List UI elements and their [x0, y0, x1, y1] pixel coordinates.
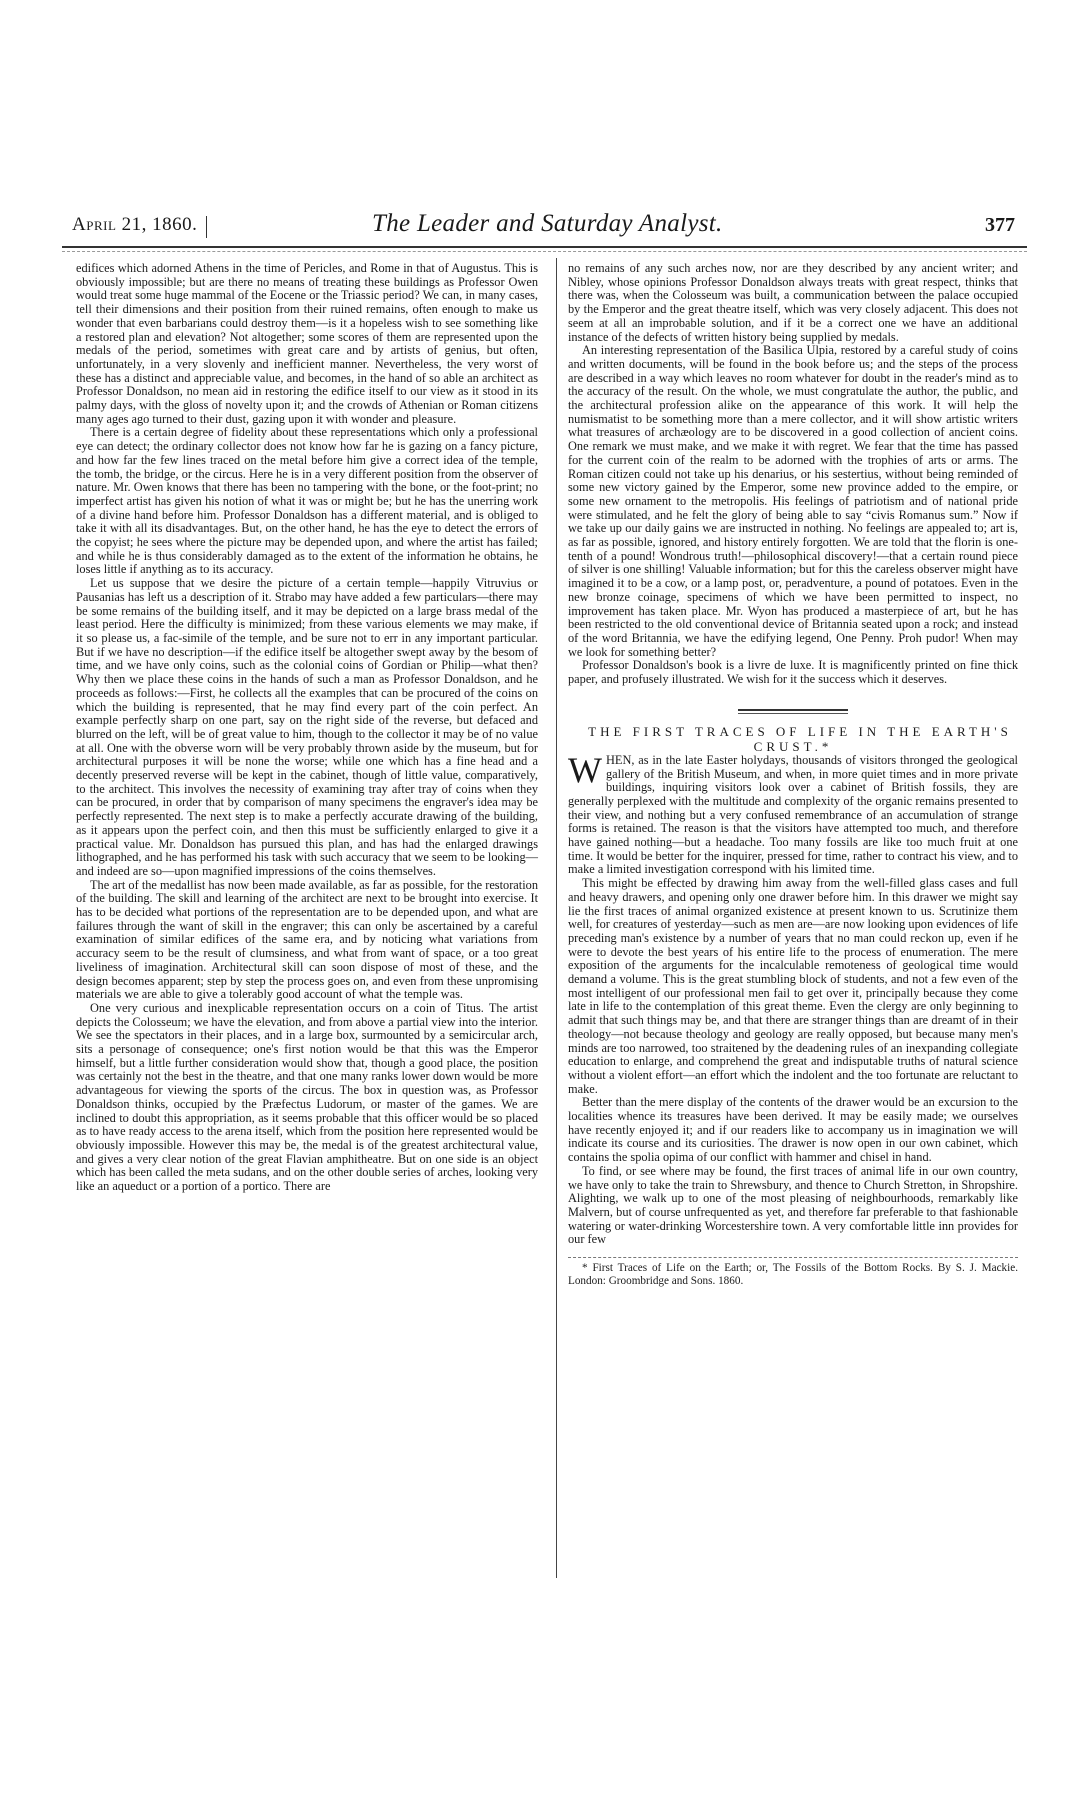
- left-column: [76, 262, 538, 1194]
- page-header: [62, 210, 1027, 246]
- publication-title: The Leader and Saturday Analyst.: [372, 210, 723, 237]
- issue-date: April 21, 1860.: [72, 214, 198, 235]
- date-separator: [206, 216, 207, 238]
- paragraph: One very curious and inexplicable representation occurs on a coin of Titus. The artist depicts the Colosseum; we have the elevation, and from above a partial view into the interior. We see the spectators in their places, and in a large box, surmounted by a semicircular arch, sits a personage of consequence; one's first notion would be that this was the Emperor himself, but a little further consideration would show that, though a good place, the position was certainly not the best in the theatre, and that one many ranks lower down would be more advantageous for viewing the sports of the circus. The box in question was, as Professor Donaldson thinks, occupied by the Præfectus Ludorum, or master of the games. We are inclined to doubt this appropriation, as it seems probable that this officer would be so placed as to have ready access to the arena itself, which from the position here represented would be obviously impossible. However this may be, the medal is of the greatest architectural value, and gives a very clear notion of the great Flavian amphitheatre. But on one side is an object which has been called the meta sudans, and on the other double series of arches, looking very like an aqueduct or a portion of a portico. There are: [76, 1000, 538, 1194]
- paragraph: To find, or see where may be found, the first traces of animal life in our own country, we have only to take the train to Shrewsbury, and thence to Church Stretton, in Shropshire. Alighting, we walk up to one of the most pleasing of neighbourhoods, remarkably like Malvern, but of course unfrequented as yet, and therefore far preferable to that fashionable watering or water-drinking Worcestershire town. A very comfortable little inn provides for our few: [568, 1163, 1018, 1247]
- paragraph: An interesting representation of the Basilica Ulpia, restored by a careful study of coins and written documents, will be found in the book before us; and the steps of the process are described in a way which leaves no room whatever for doubt in the reader's mind as to the accuracy of the result. On the whole, we must congratulate the author, the public, and the architectural profession alike on the appearance of this work. It will help the numismatist to be something more than a mere collector, and it will show artistic writers what treasures of archæology are to be discovered in a good collection of ancient coins. One remark we must make, and we make it with regret. We fear that the time has passed for the current coin of the realm to be adorned with the trophies of arts or arms. The Roman citizen could not take up his denarius, or his sestertius, without being reminded of some new victory gained by the Emperor, some new province added to the empire, or some new ornament to the metropolis. His feelings of patriotism and of national pride were stimulated, and he felt the glory of being able to say “civis Romanus sum.” Now if we take up our daily gains we are instructed in nothing. No feelings are appealed to; art is, as far as possible, ignored, and history entirely forgotten. We are told that the florin is one-tenth of a pound! Wondrous truth!—philosophical discovery!—that a certain round piece of silver is one shilling! Valuable information; but for this the careless observer might have imagined it to be a cow, or a lamp post, or, peradventure, a pound of potatoes. Even in the new bronze coinage, specimens of which we have been permitted to inspect, no improvement has taken place. Mr. Wyon has produced a masterpiece of art, but he has been restricted to the old conventional device of Britannia seated upon a rock; and instead of the word Britannia, we have the edifying legend, One Penny. Proh pudor! When may we look for something better?: [568, 343, 1018, 659]
- column-divider: [556, 258, 557, 1578]
- paragraph: The art of the medallist has now been made available, as far as possible, for the restoration of the building. The skill and learning of the architect are next to be brought into exercise. It has to be decided what portions of the representation are to be depended upon, and what are failures through the want of skill in the engraver; this can only be ascertained by a careful examination of similar edifices of the same era, and by noticing what variations from accuracy seem to be the result of clumsiness, and what from want of space, or a too great liveliness of imagination. Architectural skill can soon dispose of most of these, and the design becomes apparent; step by step the process goes on, and even from these unpromising materials we are able to give a tolerably good account of what the temple was.: [76, 877, 538, 1002]
- page-number: 377: [985, 214, 1015, 236]
- paragraph: edifices which adorned Athens in the time of Pericles, and Rome in that of Augustus. This is obviously impossible; but are there no means of treating these buildings as Professor Owen would treat some huge mammal of the Eocene or the Triassic period? We can, in many cases, tell their dimensions and their position from their ruined remains, often enough to make us wonder that even barbarians could destroy them—is it a hopeless wish to see something like a restored plan and elevation? Not altogether; some scores of them are represented upon the medals of the period, sometimes with great care and by artists of genius, but often, unfortunately, in a very slovenly and inefficient manner. Nevertheless, the very worst of these has a distinct and appreciable value, and becomes, in the hand of so able an architect as Professor Donaldson, no mean aid in restoring the edifice itself to our view as it stood in its palmy days, with the gloss of novelty upon it; and the crowds of Athenian or Roman citizens many ages ago turned to their dust, gazing upon it with wonder and pleasure.: [76, 261, 538, 426]
- paragraph: Professor Donaldson's book is a livre de luxe. It is magnificently printed on fine thick paper, and profusely illustrated. We wish for it the success which it deserves.: [568, 658, 1018, 687]
- opening-paragraph: [568, 749, 1018, 877]
- opening-paragraph-text: HEN, as in the late Easter holydays, thousands of visitors thronged the geological gallery of the British Museum, and when, in more quiet times and in more private buildings, inquiring visitors look over a cabinet of British fossils, they are generally perplexed with the multitude and complexity of the organic remains presented to their view, and nothing but a very confused remembrance of an accumulation of strange forms is retained. The reason is that the visitors have attempted too much, and therefore have gained nothing—but a headache. Too many fossils are like too much fruit at one time. It would be better for the inquirer, pressed for time, rather to contract his view, and to make a limited investigation correspond with his limited time.: [568, 752, 1018, 877]
- article-title: THE FIRST TRACES OF LIFE IN THE EARTH'S CRUST.*: [588, 723, 1012, 754]
- footnote-rule: [568, 1257, 1018, 1258]
- section-ornament-rule: [738, 709, 848, 714]
- header-rule: [62, 246, 1027, 248]
- right-column: [568, 262, 1018, 1287]
- header-rule-secondary: [62, 251, 1027, 252]
- drop-cap: W: [568, 749, 602, 790]
- paragraph: Better than the mere display of the contents of the drawer would be an excursion to the localities whence its treasures have been derived. It may be easily made; we ourselves have recently enjoyed it; and if our readers like to accompany us in imagination we will indicate its course and its curiosities. The drawer is now open in our own cabinet, which contains the spolia opima of our conflict with hammer and chisel in hand.: [568, 1095, 1018, 1165]
- paragraph: no remains of any such arches now, nor are they described by any ancient writer; and Nibley, whose opinions Professor Donaldson always treats with great respect, thinks that there was, when the Colosseum was built, a communication between the palace occupied by the Emperor and the great theatre itself, which was very closely adjacent. This does not seem at all an improbable solution, and if it be a correct one we have an additional instance of the defects of written history being supplied by medals.: [568, 261, 1018, 344]
- paragraph: This might be effected by drawing him away from the well-filled glass cases and full and heavy drawers, and opening only one drawer before him. In this drawer we might say lie the first traces of animal organized existence at present known to us. Scrutinize them well, for creatures of yesterday—such as men are—are now looking upon evidences of life preceding man's existence by a number of years that no man could reckon up, even if he were to devote the best years of his entire life to the process of enumeration. The mere exposition of the arguments for the incalculable remoteness of geological time would demand a volume. This is the great stumbling block of students, and not a few even of the most intelligent of our professional men fail to get over it, principally because they come late in life to the contemplation of this great theme. Even the clergy are only beginning to admit that such things may be, and that there are stranger things than are dreamt of in their theology—not because theology and geology are really opposed, but because many men's minds are too narrowed, too straitened by the deadening rules of an inexpanding collegiate education to enlarge, and comprehend the great and indisputable truths of natural science without a violent effort—an effort which the indolent and the too fortunate are reluctant to make.: [568, 876, 1018, 1096]
- footnote: * First Traces of Life on the Earth; or, The Fossils of the Bottom Rocks. By S. J. Mackie. London: Groombridge and Sons. 1860.: [568, 1262, 1018, 1287]
- paragraph: There is a certain degree of fidelity about these representations which only a professional eye can detect; the ordinary collector does not know how far he is gazing on a fancy picture, and how far the few lines traced on the metal before him give a correct idea of the temple, the tomb, the bridge, or the circus. Here he is in a very different position from the observer of nature. Mr. Owen knows that there has been no tampering with the bone, or the foot-print; no imperfect artist has given his notion of what it was or might be; but he has the unerring work of a divine hand before him. Professor Donaldson has a different material, and is obliged to take it with all its disadvantages. But, on the other hand, he has the eye to detect the errors of the copyist; he sees where the picture may be depended upon, and where the artist has failed; and while he is thus considerably damaged as to the extent of the information he obtains, he loses little if anything as to its accuracy.: [76, 425, 538, 577]
- paragraph: Let us suppose that we desire the picture of a certain temple—happily Vitruvius or Pausanias has left us a description of it. Strabo may have added a few particulars—there may be some remains of the building itself, and it may be depicted on a large brass medal of the least period. Here the difficulty is minimized; from these various elements we may make, if it so please us, a fac-simile of the temple, and be sure not to err in any important particular. But if we have no description—if the edifice itself be altogether swept away by the besom of time, and we have only coins, such as the colonial coins of Gordian or Philip—what then? Why then we place these coins in the hands of such a man as Professor Donaldson, and he proceeds as follows:—First, he collects all the examples that can be procured of the coins on which the building is represented, that he may find every part of the coin perfect. An example perfectly sharp on one part, say on the right side of the reverse, but defaced and blurred on the left, will be of great value to him, though to the collector it may be of no value at all. One with the obverse worn will be very probably thrown aside by the museum, but for architectural purposes it will be none the worse; while one which has a fine head and a decently preserved reverse will be kept in the cabinet, though of little value, comparatively, to the architect. This involves the necessity of examining tray after tray of coins when they can be procured, in order that by comparison of many specimens the engraver's idea may be perfectly represented. The next step is to make a perfectly accurate drawing of the building, as it appears upon the perfect coin, and then this must be sufficiently enlarged to give it a practical value. Mr. Donaldson has pursued this plan, and has had the enlarged drawings lithographed, and he has performed his task with such accuracy that we seem to be looking—and indeed are so—upon magnified impressions of the coins themselves.: [76, 576, 538, 878]
